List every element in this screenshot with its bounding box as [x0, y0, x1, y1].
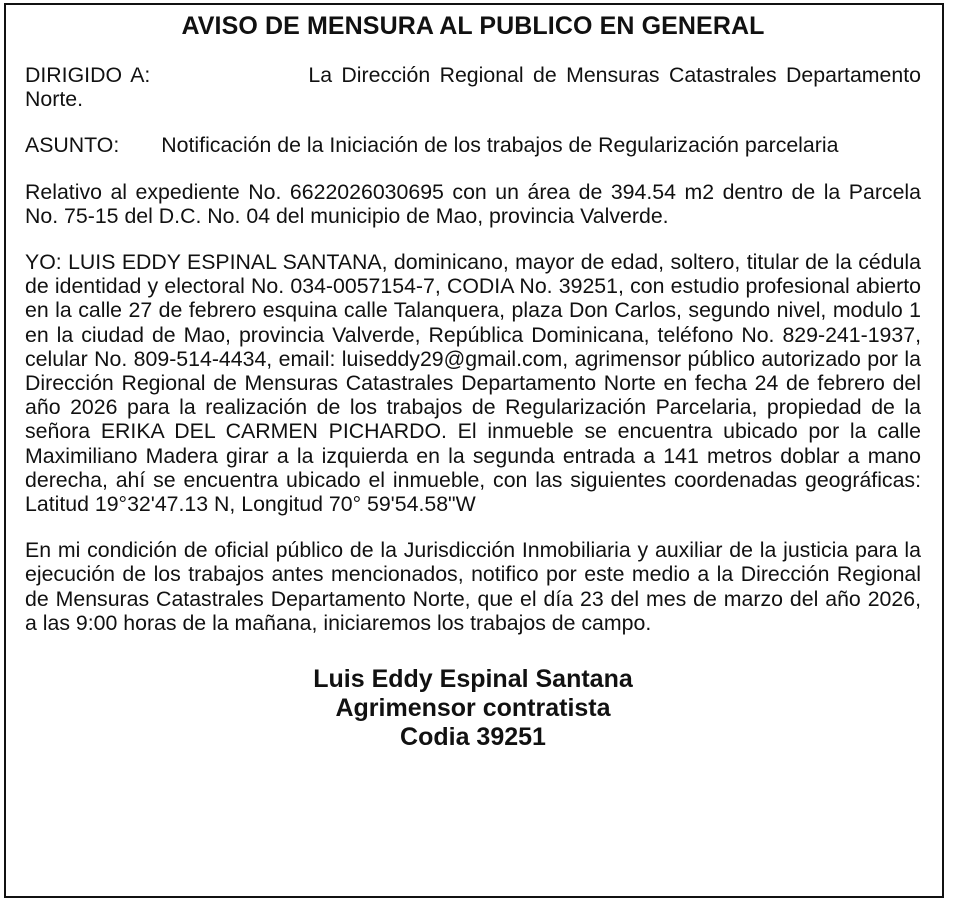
notice-title: AVISO DE MENSURA AL PUBLICO EN GENERAL [181, 12, 765, 40]
signature-codia: Codia 39251 [400, 723, 546, 752]
relativo-paragraph: Relativo al expediente No. 6622026030695 con un área de 394.54 m2 dentro de la Parcela No. 75-15 del D.C. No. 04 del municipio de Mao, provincia Valverde. [25, 179, 921, 228]
yo-paragraph: YO: LUIS EDDY ESPINAL SANTANA, dominicano, mayor de edad, soltero, titular de la cédula de identidad y electoral No. 034-0057154-7, CODIA No. 39251, con estudio profesional abierto en la calle 27 de febrero esquina calle Talanquera, plaza Don Carlos, segundo nivel, modulo 1 en la ciudad de Mao, provincia Valverde, República Dominicana, teléfono No. 829-241-1937, celular No. 809-514-4434, email: luiseddy29@gmail.com, agrimensor público autorizado por la Dirección Regional de Mensuras Catastrales Departamento Norte en fecha 24 de febrero del año 2026 para la realización de los trabajos de Regularización Parcelaria, propiedad de la señora ERIKA DEL CARMEN PICHARDO. El inmueble se encuentra ubicado por la calle Maximiliano Madera girar a la izquierda en la segunda entrada a 141 metros doblar a mano derecha, ahí se encuentra ubicado el inmueble, con las siguientes coordenadas geográficas: Latitud 19°32'47.13 N, Longitud 70° 59'54.58"W [25, 250, 921, 517]
asunto-label: ASUNTO: [25, 133, 120, 158]
notice-content [25, 11, 921, 752]
signature-block [25, 665, 921, 752]
asunto-paragraph [25, 133, 921, 157]
signature-role: Agrimensor contratista [335, 694, 611, 723]
dirigido-text: La Dirección Regional de Mensuras Catastrales Departamento Norte. [25, 63, 922, 112]
dirigido-paragraph [25, 63, 921, 111]
signature-name: Luis Eddy Espinal Santana [313, 665, 633, 694]
condicion-paragraph: En mi condición de oficial público de la Jurisdicción Inmobiliaria y auxiliar de la justicia para la ejecución de los trabajos antes mencionados, notifico por este medio a la Dirección Regional de Mensuras Catastrales Departamento Norte, que el día 23 del mes de marzo del año 2026, a las 9:00 horas de la mañana, iniciaremos los trabajos de campo. [25, 538, 921, 635]
asunto-text: Notificación de la Iniciación de los trabajos de Regularización parcelaria [161, 133, 839, 158]
dirigido-label: DIRIGIDO A: [25, 63, 151, 87]
